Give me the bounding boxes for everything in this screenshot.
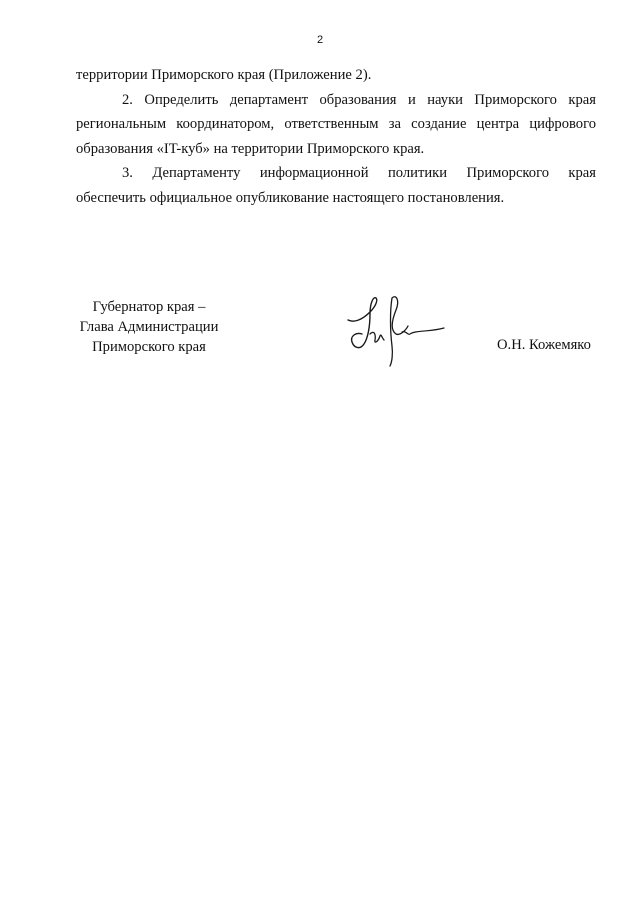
signatory-title-line-2: Глава Администрации [79,319,219,335]
paragraph-3-line-1: 3. Департаменту информационной политики Приморского края [122,165,596,181]
handwritten-signature-icon [340,290,450,370]
page-number: 2 [316,34,324,46]
paragraph-1-continuation: территории Приморского края (Приложение 2). [76,67,372,83]
signatory-title-line-3: Приморского края [92,339,206,355]
signatory-title [76,297,222,357]
signer-name: О.Н. Кожемяко [497,337,591,353]
signatory-title-line-1: Губернатор края – [92,299,206,315]
paragraph-2-line-3: образования «IT-куб» на территории Приморского края. [76,140,425,157]
paragraph-2-line-2: региональным координатором, ответственным за создание центра цифрового [76,116,596,132]
paragraph-2-line-1: 2. Определить департамент образования и науки Приморского края [122,91,596,108]
document-body [76,63,596,210]
paragraph-3-line-2: обеспечить официальное опубликование настоящего постановления. [76,189,505,206]
